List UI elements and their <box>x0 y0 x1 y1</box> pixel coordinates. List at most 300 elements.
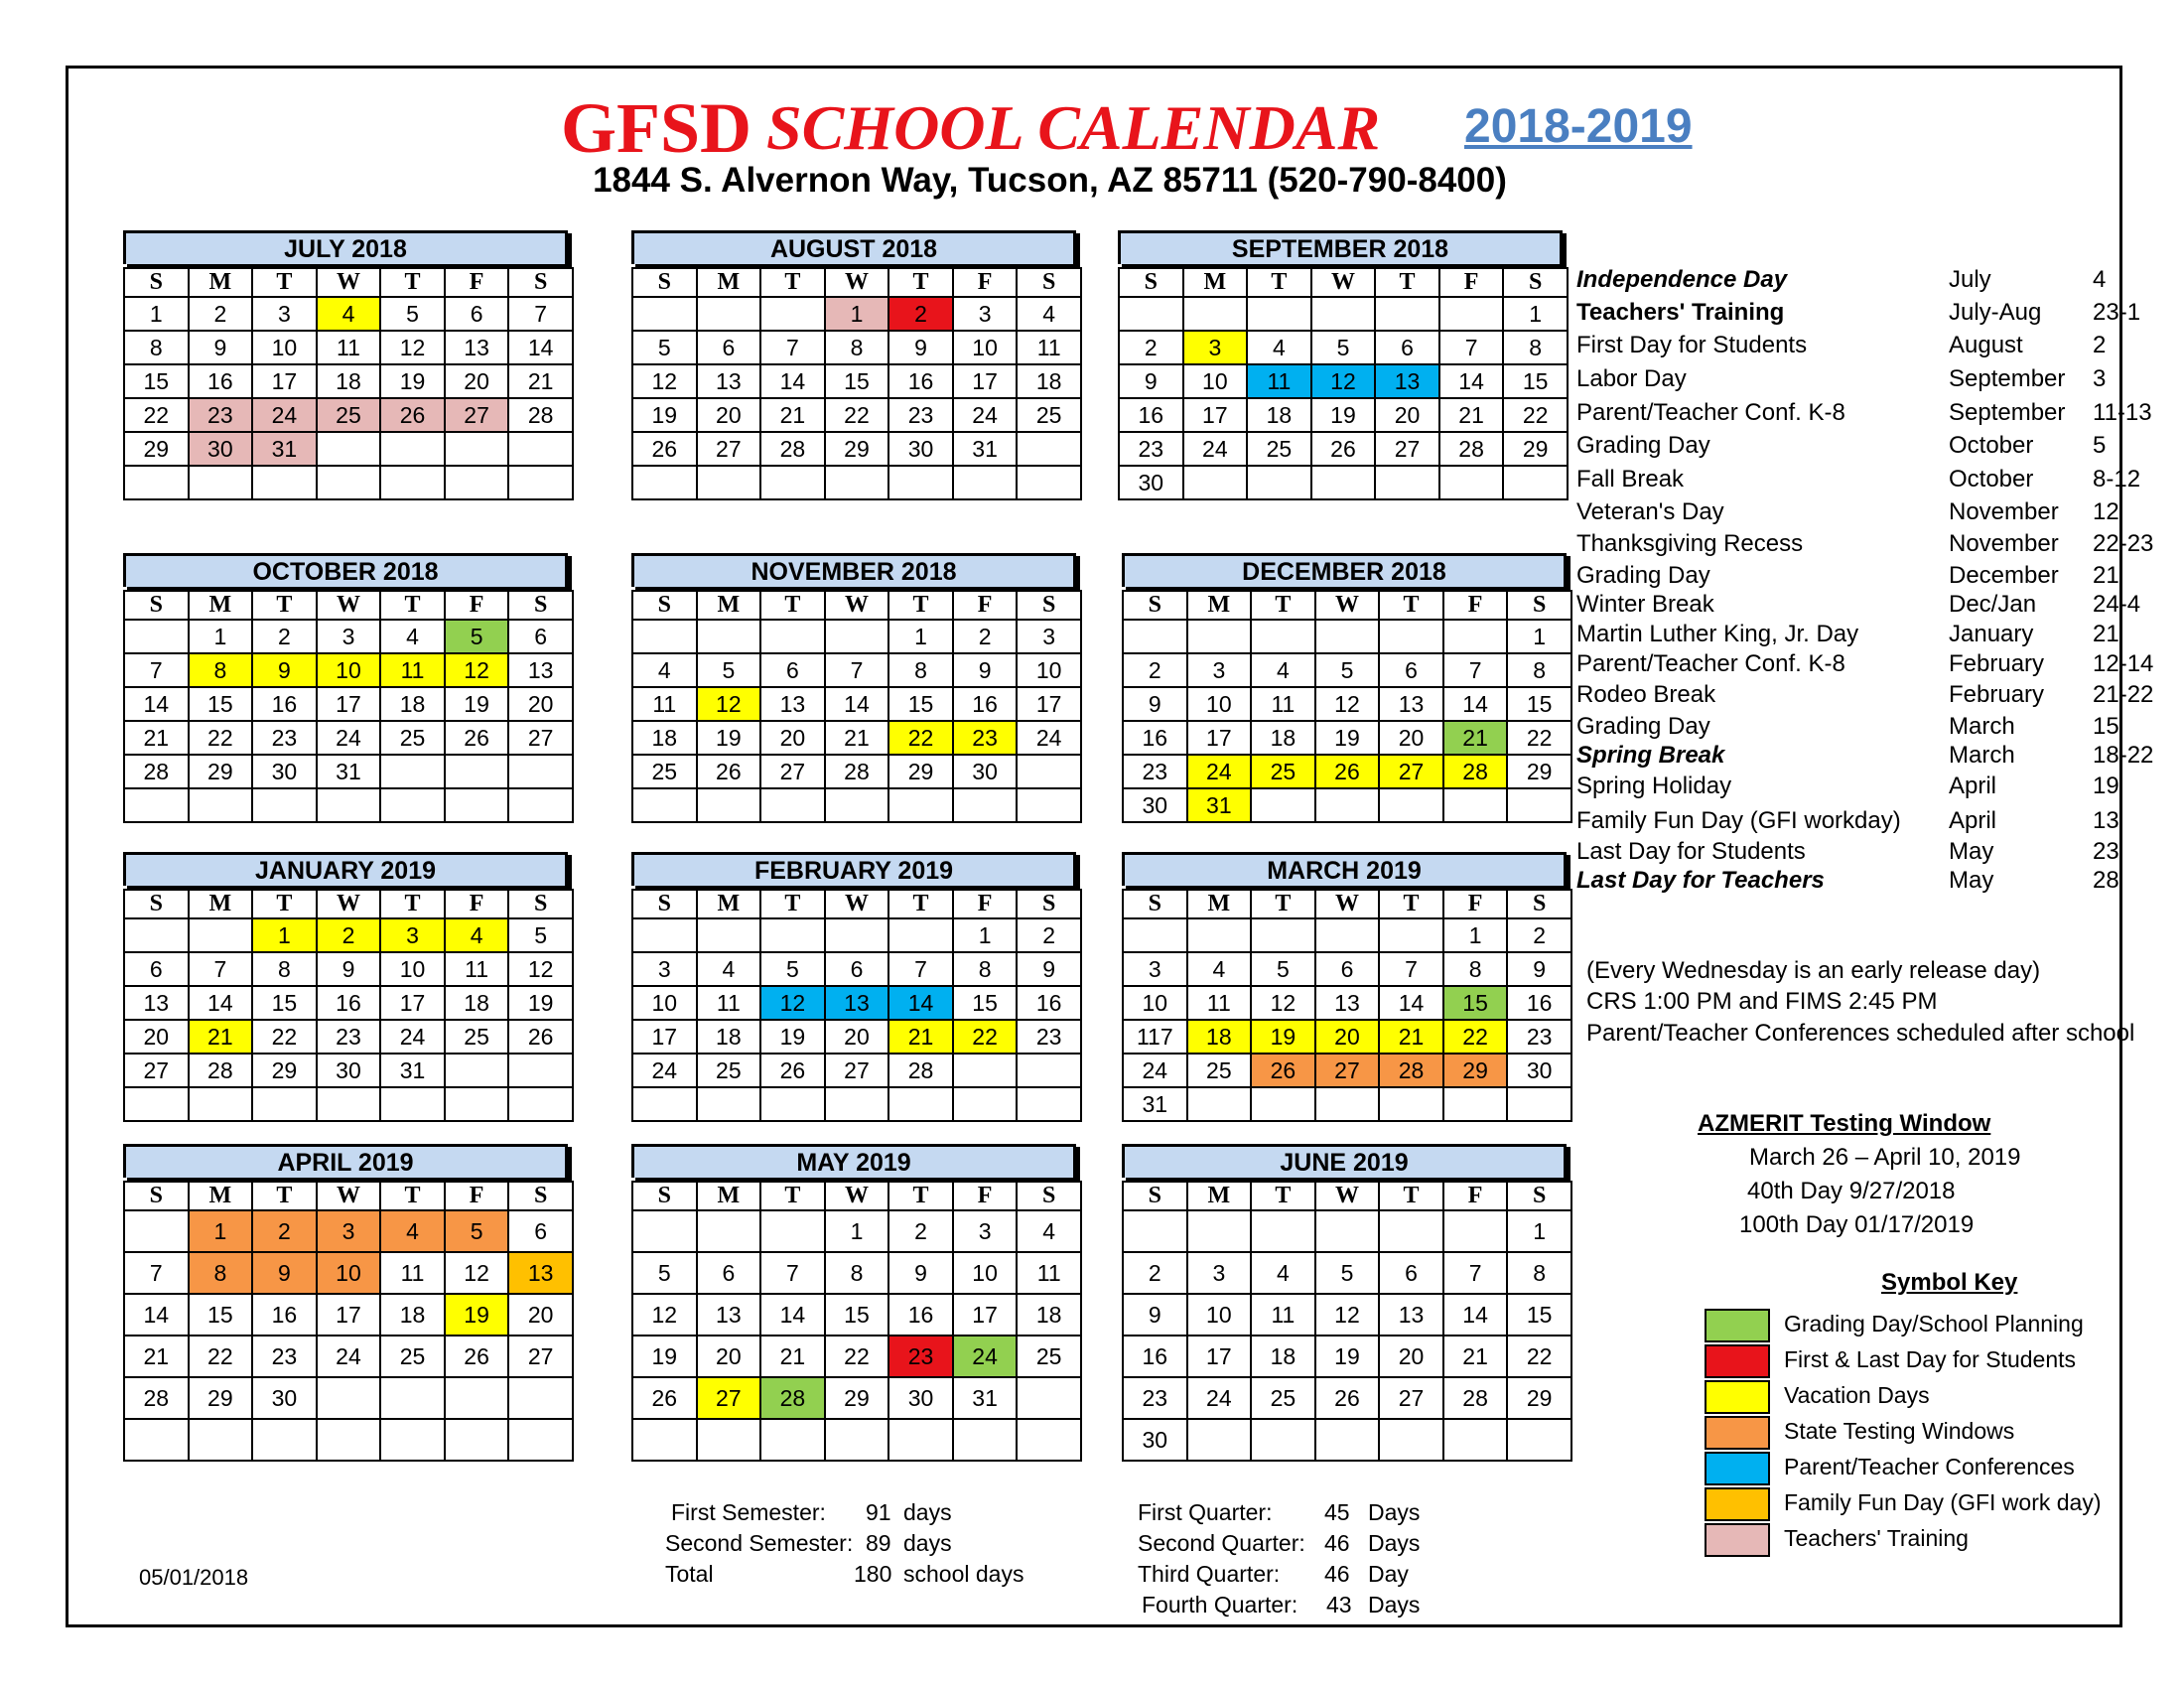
day-cell: 23 <box>1119 432 1183 466</box>
weekday-label: W <box>317 591 381 620</box>
empty-day-cell <box>1443 620 1508 653</box>
event-month: May <box>1949 867 1994 894</box>
day-cell: 3 <box>632 952 697 986</box>
day-cell: 21 <box>1443 1336 1508 1377</box>
empty-day-cell <box>1017 1054 1081 1087</box>
day-cell: 15 <box>124 364 189 398</box>
day-cell: 28 <box>888 1054 953 1087</box>
empty-day-cell <box>1017 1087 1081 1121</box>
empty-day-cell <box>445 1377 509 1419</box>
day-cell: 30 <box>1507 1054 1571 1087</box>
empty-day-cell <box>508 432 573 466</box>
legend-item <box>1703 1414 2119 1450</box>
empty-day-cell <box>508 466 573 499</box>
week-row <box>1123 1252 1571 1294</box>
day-cell: 21 <box>1443 721 1508 755</box>
event-month: July-Aug <box>1949 299 2042 326</box>
day-cell: 12 <box>1251 986 1315 1020</box>
month-title: SEPTEMBER 2018 <box>1118 230 1563 264</box>
month-calendar-july-2018 <box>123 230 580 500</box>
day-cell: 4 <box>1187 952 1252 986</box>
day-cell: 19 <box>508 986 573 1020</box>
print-date: 05/01/2018 <box>139 1565 249 1590</box>
weekday-header-row <box>1123 890 1571 918</box>
weekday-header-row <box>632 890 1081 918</box>
event-dates: 12 <box>2093 498 2119 525</box>
weekday-label: W <box>317 890 381 918</box>
day-cell: 31 <box>380 1054 445 1087</box>
day-cell: 25 <box>380 721 445 755</box>
day-cell: 23 <box>1507 1020 1571 1054</box>
day-cell: 24 <box>1123 1054 1187 1087</box>
day-cell: 19 <box>1311 398 1376 432</box>
event-month: November <box>1949 498 2059 525</box>
event-name: Last Day for Students <box>1576 838 1806 865</box>
weekday-label: F <box>1443 890 1508 918</box>
school-year-link[interactable]: 2018-2019 <box>1464 100 1693 153</box>
empty-day-cell <box>1187 918 1252 952</box>
day-cell: 8 <box>124 331 189 364</box>
day-cell: 13 <box>508 1252 573 1294</box>
empty-day-cell <box>1017 788 1081 822</box>
day-cell: 5 <box>445 620 509 653</box>
event-dates: 2 <box>2093 332 2107 358</box>
empty-day-cell <box>888 918 953 952</box>
day-cell: 4 <box>1251 1252 1315 1294</box>
total-label: Total <box>665 1561 714 1587</box>
day-cell: 22 <box>825 398 889 432</box>
week-row <box>632 687 1081 721</box>
day-cell: 16 <box>888 364 953 398</box>
day-cell: 12 <box>380 331 445 364</box>
day-cell: 15 <box>825 364 889 398</box>
day-cell: 31 <box>1123 1087 1187 1121</box>
day-cell: 5 <box>1315 653 1380 687</box>
day-cell: 27 <box>445 398 509 432</box>
week-row <box>1119 297 1568 331</box>
empty-day-cell <box>189 1419 253 1461</box>
day-cell: 11 <box>697 986 761 1020</box>
event-name: Martin Luther King, Jr. Day <box>1576 621 1859 647</box>
weekday-label: S <box>508 591 573 620</box>
weekday-label: W <box>317 268 381 297</box>
day-cell: 1 <box>189 620 253 653</box>
month-calendar-march-2019 <box>1122 852 1578 1122</box>
empty-day-cell <box>697 788 761 822</box>
event-dates: 28 <box>2093 867 2119 894</box>
empty-day-cell <box>1123 918 1187 952</box>
day-cell: 26 <box>760 1054 825 1087</box>
empty-day-cell <box>124 1087 189 1121</box>
event-name: Labor Day <box>1576 365 1687 392</box>
empty-day-cell <box>888 1419 953 1461</box>
day-cell: 21 <box>189 1020 253 1054</box>
week-row <box>1123 1020 1571 1054</box>
event-name: Parent/Teacher Conf. K-8 <box>1576 399 1845 426</box>
week-row <box>632 788 1081 822</box>
week-row <box>632 721 1081 755</box>
event-dates: 21 <box>2093 562 2119 589</box>
event-name: First Day for Students <box>1576 332 1808 358</box>
empty-day-cell <box>760 1419 825 1461</box>
month-grid <box>1122 590 1572 823</box>
day-cell: 3 <box>953 1210 1018 1252</box>
week-row <box>124 918 573 952</box>
weekday-label: F <box>1439 268 1504 297</box>
week-row <box>1123 1336 1571 1377</box>
day-cell: 9 <box>1017 952 1081 986</box>
day-cell: 12 <box>508 952 573 986</box>
day-cell: 4 <box>380 620 445 653</box>
day-cell: 18 <box>632 721 697 755</box>
empty-day-cell <box>508 1087 573 1121</box>
day-cell: 15 <box>1507 1294 1571 1336</box>
weekday-header-row <box>124 591 573 620</box>
empty-day-cell <box>953 1054 1018 1087</box>
release-times-note: CRS 1:00 PM and FIMS 2:45 PM <box>1586 988 1938 1015</box>
day-cell: 13 <box>445 331 509 364</box>
day-cell: 31 <box>1187 788 1252 822</box>
day-cell: 8 <box>888 653 953 687</box>
weekday-label: S <box>1507 591 1571 620</box>
day-cell: 18 <box>380 1294 445 1336</box>
empty-day-cell <box>508 1419 573 1461</box>
day-cell: 2 <box>1123 653 1187 687</box>
day-cell: 10 <box>953 331 1018 364</box>
day-cell: 24 <box>252 398 317 432</box>
legend-swatch <box>1705 1523 1770 1557</box>
day-cell: 18 <box>1187 1020 1252 1054</box>
day-cell: 2 <box>1123 1252 1187 1294</box>
legend-swatch <box>1705 1416 1770 1450</box>
legend-swatch <box>1705 1487 1770 1521</box>
empty-day-cell <box>697 620 761 653</box>
q1-unit: Days <box>1368 1499 1421 1525</box>
legend-label: Grading Day/School Planning <box>1784 1311 2084 1336</box>
day-cell: 2 <box>953 620 1018 653</box>
event-name: Spring Break <box>1576 742 1725 769</box>
day-cell: 17 <box>1187 721 1252 755</box>
empty-day-cell <box>1315 1419 1380 1461</box>
day-cell: 9 <box>252 1252 317 1294</box>
week-row <box>632 1377 1081 1419</box>
day-cell: 25 <box>1017 398 1081 432</box>
day-cell: 22 <box>252 1020 317 1054</box>
weekday-label: F <box>1443 1182 1508 1210</box>
day-cell: 17 <box>953 364 1018 398</box>
empty-day-cell <box>825 918 889 952</box>
weekday-label: T <box>1251 1182 1315 1210</box>
month-grid <box>631 889 1082 1122</box>
day-cell: 22 <box>189 1336 253 1377</box>
day-cell: 1 <box>1503 297 1568 331</box>
event-name: Fall Break <box>1576 466 1685 492</box>
day-cell: 21 <box>825 721 889 755</box>
weekday-label: S <box>1503 268 1568 297</box>
day-cell: 8 <box>1503 331 1568 364</box>
day-cell: 14 <box>1439 364 1504 398</box>
day-cell: 2 <box>1119 331 1183 364</box>
day-cell: 6 <box>508 1210 573 1252</box>
empty-day-cell <box>124 788 189 822</box>
day-cell: 11 <box>317 331 381 364</box>
empty-day-cell <box>445 788 509 822</box>
day-cell: 17 <box>252 364 317 398</box>
weekday-label: F <box>953 268 1018 297</box>
day-cell: 25 <box>1251 755 1315 788</box>
day-cell: 19 <box>445 1294 509 1336</box>
day-cell: 21 <box>1379 1020 1443 1054</box>
weekday-label: T <box>1247 268 1311 297</box>
month-calendar-september-2018 <box>1118 230 1574 500</box>
day-cell: 13 <box>697 364 761 398</box>
month-title: JUNE 2019 <box>1122 1144 1567 1178</box>
day-cell: 10 <box>317 1252 381 1294</box>
week-row <box>124 1210 573 1252</box>
day-cell: 26 <box>445 721 509 755</box>
empty-day-cell <box>825 788 889 822</box>
legend-label: Vacation Days <box>1784 1382 1930 1408</box>
day-cell: 11 <box>1247 364 1311 398</box>
weekday-label: W <box>317 1182 381 1210</box>
day-cell: 12 <box>632 364 697 398</box>
day-cell: 16 <box>317 986 381 1020</box>
empty-day-cell <box>760 1087 825 1121</box>
empty-day-cell <box>1123 620 1187 653</box>
day-cell: 20 <box>1379 721 1443 755</box>
week-row <box>124 466 573 499</box>
week-row <box>632 1294 1081 1336</box>
weekday-label: T <box>760 268 825 297</box>
day-cell: 23 <box>1123 1377 1187 1419</box>
symbol-key-heading: Symbol Key <box>1881 1269 2018 1296</box>
day-cell: 10 <box>1017 653 1081 687</box>
empty-day-cell <box>189 788 253 822</box>
day-cell: 2 <box>888 297 953 331</box>
weekday-label: T <box>1251 890 1315 918</box>
empty-day-cell <box>888 1087 953 1121</box>
day-cell: 11 <box>1017 331 1081 364</box>
event-month: September <box>1949 399 2066 426</box>
weekday-label: T <box>1375 268 1439 297</box>
event-dates: 12-14 <box>2093 650 2154 677</box>
q4-unit: Days <box>1368 1592 1421 1618</box>
weekday-label: M <box>1187 1182 1252 1210</box>
weekday-label: T <box>252 591 317 620</box>
day-cell: 4 <box>1247 331 1311 364</box>
day-cell: 14 <box>508 331 573 364</box>
day-cell: 23 <box>953 721 1018 755</box>
empty-day-cell <box>508 755 573 788</box>
day-cell: 2 <box>317 918 381 952</box>
weekday-label: S <box>124 1182 189 1210</box>
week-row <box>632 432 1081 466</box>
month-grid <box>1118 267 1569 500</box>
event-month: July <box>1949 266 1991 293</box>
day-cell: 8 <box>1507 653 1571 687</box>
empty-day-cell <box>317 1419 381 1461</box>
empty-day-cell <box>632 1210 697 1252</box>
empty-day-cell <box>697 466 761 499</box>
q2-days: 46 <box>1324 1530 1350 1556</box>
page-title <box>0 87 2184 167</box>
week-row <box>632 1210 1081 1252</box>
q2-label: Second Quarter: <box>1138 1530 1305 1556</box>
empty-day-cell <box>1443 1210 1508 1252</box>
day-cell: 8 <box>953 952 1018 986</box>
event-name: Teachers' Training <box>1576 299 1785 326</box>
weekday-header-row <box>1123 1182 1571 1210</box>
first-semester-label: First Semester: <box>671 1499 826 1525</box>
month-grid <box>123 590 574 823</box>
day-cell: 12 <box>445 653 509 687</box>
day-cell: 18 <box>380 687 445 721</box>
day-cell: 10 <box>380 952 445 986</box>
day-cell: 27 <box>508 1336 573 1377</box>
day-cell: 31 <box>953 432 1018 466</box>
empty-day-cell <box>1251 1419 1315 1461</box>
month-grid <box>123 1181 574 1462</box>
day-cell: 28 <box>124 1377 189 1419</box>
day-cell: 10 <box>632 986 697 1020</box>
day-cell: 19 <box>760 1020 825 1054</box>
day-cell: 17 <box>1187 1336 1252 1377</box>
event-name: Grading Day <box>1576 432 1710 459</box>
week-row <box>632 653 1081 687</box>
day-cell: 16 <box>1507 986 1571 1020</box>
day-cell: 4 <box>1017 1210 1081 1252</box>
event-dates: 13 <box>2093 807 2119 834</box>
event-name: Thanksgiving Recess <box>1576 530 1804 557</box>
empty-day-cell <box>380 1377 445 1419</box>
event-name: Veteran's Day <box>1576 498 1724 525</box>
day-cell: 5 <box>632 1252 697 1294</box>
day-cell: 16 <box>953 687 1018 721</box>
day-cell: 30 <box>252 755 317 788</box>
day-cell: 23 <box>252 1336 317 1377</box>
day-cell: 17 <box>380 986 445 1020</box>
day-cell: 22 <box>1503 398 1568 432</box>
empty-day-cell <box>445 755 509 788</box>
azmerit-window: March 26 – April 10, 2019 <box>1749 1144 2021 1171</box>
empty-day-cell <box>508 1054 573 1087</box>
month-calendar-february-2019 <box>631 852 1088 1122</box>
day-cell: 15 <box>252 986 317 1020</box>
month-grid <box>123 267 574 500</box>
day-cell: 26 <box>508 1020 573 1054</box>
month-title: MAY 2019 <box>631 1144 1076 1178</box>
event-dates: 8-12 <box>2093 466 2141 492</box>
empty-day-cell <box>825 1087 889 1121</box>
month-calendar-june-2019 <box>1122 1144 1578 1462</box>
week-row <box>1123 986 1571 1020</box>
empty-day-cell <box>1379 1210 1443 1252</box>
calendar-title: SCHOOL CALENDAR <box>766 92 1381 163</box>
empty-day-cell <box>380 1087 445 1121</box>
month-calendar-april-2019 <box>123 1144 580 1462</box>
weekday-label: W <box>1315 591 1380 620</box>
day-cell: 17 <box>317 687 381 721</box>
month-grid <box>631 1181 1082 1462</box>
empty-day-cell <box>697 1087 761 1121</box>
weekday-label: F <box>445 890 509 918</box>
legend-item <box>1703 1342 2119 1378</box>
empty-day-cell <box>1187 1210 1252 1252</box>
event-dates: 23 <box>2093 838 2119 865</box>
month-calendar-august-2018 <box>631 230 1088 500</box>
weekday-label: S <box>1119 268 1183 297</box>
month-calendar-january-2019 <box>123 852 580 1122</box>
month-title: JANUARY 2019 <box>123 852 568 886</box>
day-cell: 3 <box>1017 620 1081 653</box>
empty-day-cell <box>124 1210 189 1252</box>
weekday-label: M <box>189 1182 253 1210</box>
event-dates: 3 <box>2093 365 2107 392</box>
day-cell: 24 <box>632 1054 697 1087</box>
day-cell: 24 <box>380 1020 445 1054</box>
empty-day-cell <box>1187 1087 1252 1121</box>
legend-item <box>1703 1485 2119 1521</box>
day-cell: 7 <box>888 952 953 986</box>
week-row <box>1123 1054 1571 1087</box>
day-cell: 13 <box>508 653 573 687</box>
week-row <box>124 1020 573 1054</box>
day-cell: 27 <box>697 432 761 466</box>
weekday-label: S <box>632 1182 697 1210</box>
day-cell: 6 <box>1379 653 1443 687</box>
second-semester-label: Second Semester: <box>665 1530 854 1556</box>
day-cell: 22 <box>1443 1020 1508 1054</box>
day-cell: 19 <box>1315 721 1380 755</box>
week-row <box>124 364 573 398</box>
weekday-label: S <box>1123 890 1187 918</box>
day-cell: 7 <box>760 1252 825 1294</box>
empty-day-cell <box>252 1419 317 1461</box>
empty-day-cell <box>1315 918 1380 952</box>
week-row <box>1119 466 1568 499</box>
weekday-label: T <box>252 268 317 297</box>
week-row <box>1123 721 1571 755</box>
event-dates: 15 <box>2093 713 2119 740</box>
day-cell: 18 <box>317 364 381 398</box>
empty-day-cell <box>124 620 189 653</box>
day-cell: 7 <box>1443 1252 1508 1294</box>
day-cell: 9 <box>888 331 953 364</box>
day-cell: 28 <box>189 1054 253 1087</box>
day-cell: 27 <box>825 1054 889 1087</box>
day-cell: 24 <box>953 1336 1018 1377</box>
event-month: December <box>1949 562 2059 589</box>
day-cell: 15 <box>888 687 953 721</box>
day-cell: 14 <box>189 986 253 1020</box>
day-cell: 2 <box>1017 918 1081 952</box>
day-cell: 6 <box>1379 1252 1443 1294</box>
day-cell: 10 <box>1187 687 1252 721</box>
day-cell: 30 <box>1119 466 1183 499</box>
legend-item <box>1703 1378 2119 1414</box>
day-cell: 12 <box>1315 1294 1380 1336</box>
empty-day-cell <box>697 1419 761 1461</box>
day-cell: 4 <box>1017 297 1081 331</box>
day-cell: 15 <box>953 986 1018 1020</box>
day-cell: 9 <box>888 1252 953 1294</box>
empty-day-cell <box>317 466 381 499</box>
event-dates: 19 <box>2093 773 2119 799</box>
event-month: February <box>1949 681 2045 708</box>
week-row <box>124 331 573 364</box>
event-dates: 23-1 <box>2093 299 2141 326</box>
month-calendar-december-2018 <box>1122 553 1578 823</box>
